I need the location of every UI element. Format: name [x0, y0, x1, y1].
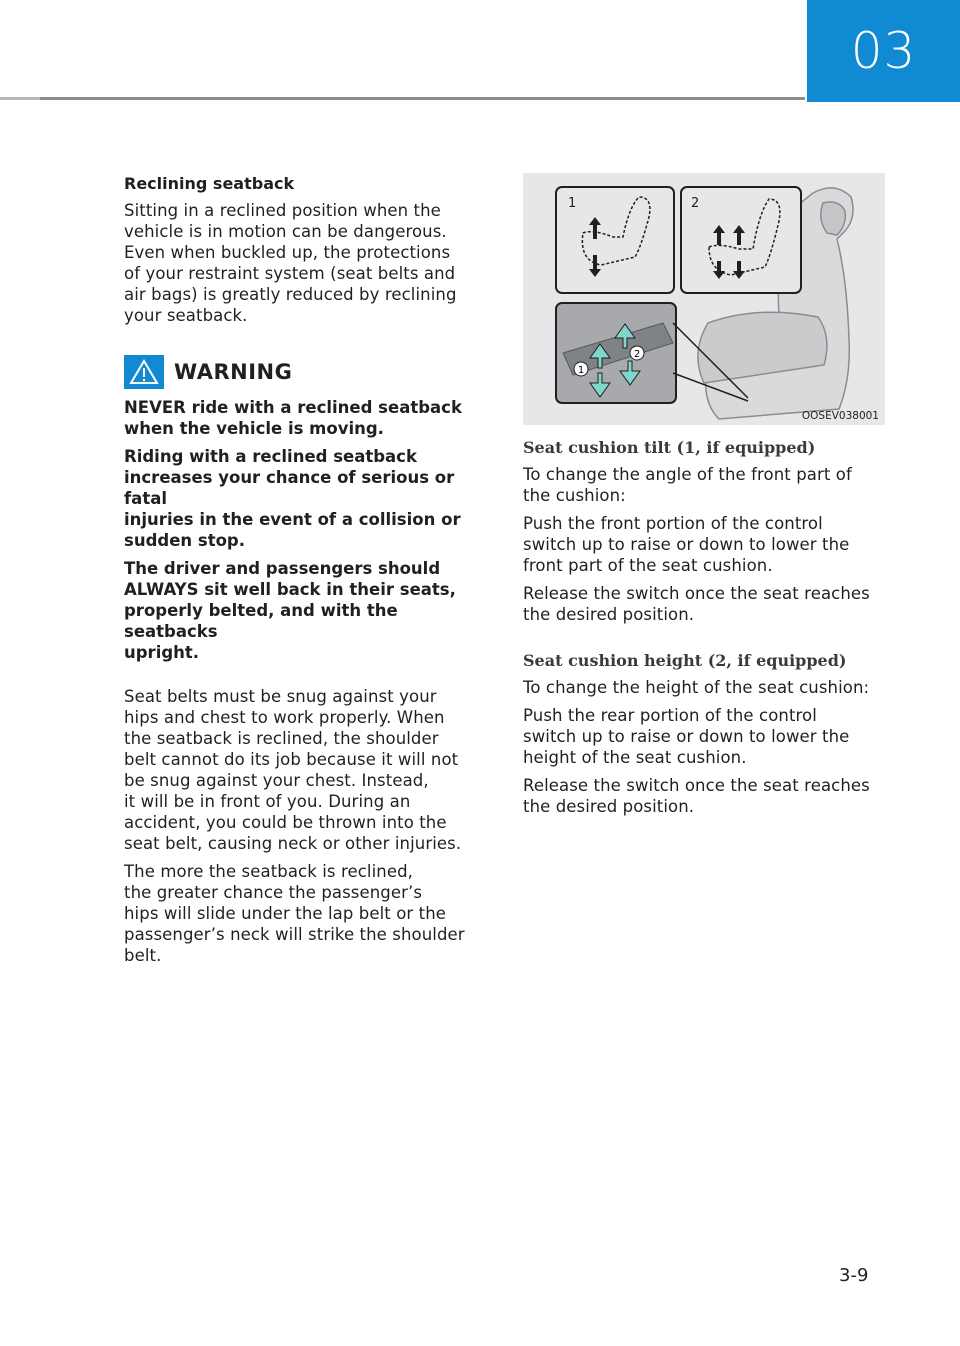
- switch-label-1: 1: [577, 365, 585, 376]
- reclined-paragraph: [124, 861, 490, 966]
- left-column: [124, 173, 490, 973]
- inset-label-1: 1: [568, 196, 577, 211]
- line: the desired position.: [523, 605, 695, 624]
- line: NEVER ride with a reclined seatback: [124, 398, 462, 417]
- header-rule-accent: [0, 97, 40, 100]
- line: front part of the seat cushion.: [523, 556, 773, 575]
- page-number: 3-9: [839, 1265, 869, 1286]
- line: the desired position.: [523, 797, 695, 816]
- seat-belt-paragraph: [124, 686, 490, 854]
- warning-paragraph-3: [124, 558, 490, 663]
- figure-code: OOSEV038001: [801, 410, 879, 422]
- warning-paragraph-2: [124, 446, 490, 551]
- line: the greater chance the passenger’s: [124, 883, 423, 902]
- line: The more the seatback is reclined,: [124, 862, 413, 881]
- tilt-paragraph-2: [523, 513, 887, 576]
- height-paragraph-2: [523, 705, 887, 768]
- warning-paragraph-1: [124, 397, 490, 439]
- line: when the vehicle is moving.: [124, 419, 384, 438]
- header-rule: [0, 97, 805, 100]
- line: switch up to raise or down to lower the: [523, 727, 850, 746]
- line: switch up to raise or down to lower the: [523, 535, 850, 554]
- line: increases your chance of serious or fatal: [124, 468, 455, 508]
- tilt-paragraph-1: [523, 464, 887, 506]
- warning-header: [124, 355, 490, 389]
- line: belt cannot do its job because it will not: [124, 750, 459, 769]
- height-paragraph-1: [523, 677, 887, 698]
- line: upright.: [124, 643, 200, 662]
- line: the cushion:: [523, 486, 626, 505]
- line: accident, you could be thrown into the: [124, 813, 447, 832]
- switch-label-2: 2: [633, 349, 641, 360]
- line: passenger’s neck will strike the shoulder: [124, 925, 465, 944]
- seat-cushion-tilt-heading: Seat cushion tilt (1, if equipped): [523, 438, 816, 457]
- line: vehicle is in motion can be dangerous.: [124, 222, 447, 241]
- line: Even when buckled up, the protections: [124, 243, 451, 262]
- line: height of the seat cushion.: [523, 748, 747, 767]
- line: of your restraint system (seat belts and: [124, 264, 456, 283]
- line: air bags) is greatly reduced by reclining: [124, 285, 457, 304]
- line: hips and chest to work properly. When: [124, 708, 445, 727]
- chapter-number: 03: [850, 22, 917, 80]
- warning-title: WARNING: [174, 360, 293, 384]
- line: seat belt, causing neck or other injuries.: [124, 834, 462, 853]
- line: Push the front portion of the control: [523, 514, 823, 533]
- inset-label-2: 2: [691, 196, 700, 211]
- line: your seatback.: [124, 306, 248, 325]
- chapter-tab: [807, 0, 960, 102]
- seat-cushion-height-heading: Seat cushion height (2, if equipped): [523, 651, 847, 670]
- line: injuries in the event of a collision or: [124, 510, 461, 529]
- line: To change the angle of the front part of: [523, 465, 852, 484]
- line: it will be in front of you. During an: [124, 792, 411, 811]
- line: Release the switch once the seat reaches: [523, 776, 870, 795]
- line: Seat belts must be snug against your: [124, 687, 437, 706]
- line: properly belted, and with the seatbacks: [124, 601, 398, 641]
- height-paragraph-3: [523, 775, 887, 817]
- line: Release the switch once the seat reaches: [523, 584, 870, 603]
- reclining-seatback-heading: Reclining seatback: [124, 174, 295, 193]
- line: To change the height of the seat cushion:: [523, 678, 870, 697]
- line: ALWAYS sit well back in their seats,: [124, 580, 456, 599]
- line: Push the rear portion of the control: [523, 706, 817, 725]
- line: sudden stop.: [124, 531, 245, 550]
- line: The driver and passengers should: [124, 559, 441, 578]
- seat-illustration: [523, 173, 885, 425]
- line: be snug against your chest. Instead,: [124, 771, 429, 790]
- warning-icon: [124, 355, 164, 389]
- line: Sitting in a reclined position when the: [124, 201, 441, 220]
- line: hips will slide under the lap belt or the: [124, 904, 447, 923]
- line: the seatback is reclined, the shoulder: [124, 729, 439, 748]
- seat-adjustment-figure: [523, 173, 885, 425]
- intro-paragraph: [124, 200, 490, 326]
- right-column: [523, 173, 887, 824]
- line: Riding with a reclined seatback: [124, 447, 417, 466]
- tilt-paragraph-3: [523, 583, 887, 625]
- line: belt.: [124, 946, 162, 965]
